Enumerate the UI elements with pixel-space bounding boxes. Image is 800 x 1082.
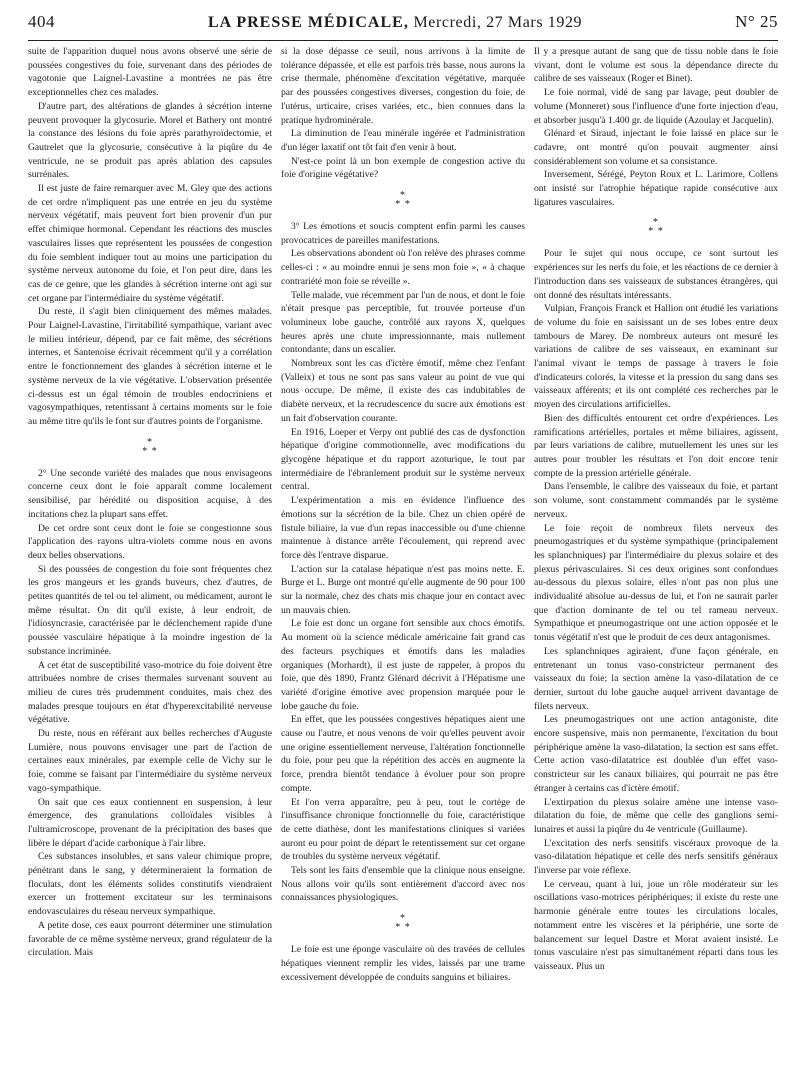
paragraph: L'extirpation du plexus solaire amène une intense vaso-dilatation du foie, de même que celle des ganglions semi-lunaires et aussi la piqûre du 4e ventricule (Guillaume).	[534, 796, 778, 835]
paragraph: D'autre part, des altérations de glandes à sécrétion interne peuvent provoquer la glycosurie. Morel et Bathery ont montré la constance des lésions du foie après parathyroïdectomie, et Gautrelet que la glycosurie, consécutive à la piqûre du 4e ventricule, ne se produit pas après ablation des capsules surrénales.	[28, 100, 272, 181]
paragraph: Et l'on verra apparaître, peu à peu, tout le cortège de l'insuffisance chronique fonctionnelle du foie, caractéristique de cette diathèse, dont les manifestations cliniques si variées auront eu pour point de départ le retentissement sur cet organe de troubles du système nerveux végétatif.	[281, 796, 525, 863]
paragraph: A petite dose, ces eaux pourront déterminer une stimulation favorable de ce même système nerveux, grand régulateur de la circulation. Mais	[28, 919, 272, 959]
paragraph: suite de l'apparition duquel nous avons observé une série de poussées congestives du foie, survenant dans des périodes de vagotonie que Laignel-Lavastine a montrées ne pas être exceptionnelles chez ces malades.	[28, 46, 272, 99]
section-separator-stars: * * *	[142, 436, 158, 457]
paragraph: On sait que ces eaux contiennent en suspension, à leur émergence, des granulations colloïdales visibles à l'ultramicroscope, provenant de la précipitation des bases que libère le départ d'acide carbonique à l'air libre.	[28, 796, 272, 849]
paragraph: Inversement, Sérégé, Peyton Roux et L. Larimore, Collens ont insisté sur l'atrophie hépatique rapide consécutive aux ligatures vasculaires.	[534, 169, 778, 208]
paragraph: Tels sont les faits d'ensemble que la clinique nous enseigne. Nous allons voir qu'ils sont entièrement d'accord avec nos connaissances physiologiques.	[281, 865, 525, 904]
paragraph: Si des poussées de congestion du foie sont fréquentes chez les gros mangeurs et les grands buveurs, chez d'autres, de petites quantités de tel ou tel aliment, ou médicament, auront le même résultat. On dit qu'il existe, à leur endroit, de l'idiosyncrasie, caractérisée par le déclenchement rapide d'une poussée vasculaire hépatique à la moindre ingestion de la substance incriminée.	[28, 563, 272, 657]
paragraph: Bien des difficultés entourent cet ordre d'expériences. Les ramifications artérielles, portales et même biliaires, agissent, par leurs variations de calibre, mutuellement les unes sur les autres pour troubler les résultats et l'on doit encore tenir compte de la pression artérielle générale.	[534, 412, 778, 479]
paragraph: Du reste, il s'agit bien cliniquement des mêmes malades. Pour Laignel-Lavastine, l'irritabilité sympathique, variant avec le milieu intérieur, dépend, par ce fait même, des sécrétions internes, et Santenoise écrivait récemment qu'il y a corrélation entre le fonctionnement des glandes à sécrétion interne et le système nerveux de la vie végétative. L'observation présentée ci-dessus est un égal témoin de troubles endocriniens et vagosympathiques, retentissant à certains moments sur le foie au même titre qu'ils le font sur d'autres points de l'organisme.	[28, 306, 272, 427]
paragraph: Du reste, nous en référant aux belles recherches d'Auguste Lumière, nous pouvons envisager une part de l'action de certaines eaux minérales, par exemple celle de Vichy sur le foie, comme se faisant par l'intermédiaire du système nerveux vago-sympathique.	[28, 728, 272, 794]
issue-number: N° 25	[735, 12, 778, 31]
paragraph: En 1916, Loeper et Verpy ont publié des cas de dysfonction hépatique d'origine commotionnelle, avec modifications du glycogène hépatique et du rapport azoturique, le tout par intermédiaire de l'ébranlement produit sur le système nerveux central.	[281, 426, 525, 493]
issue-date: Mercredi, 27 Mars 1929	[413, 14, 583, 31]
paragraph: Vulpian, François Franck et Hallion ont étudié les variations de volume du foie en saisissant un de ses lobes entre deux tambours de Marey. De nombreux auteurs ont mesuré les variations de calibre de ses vaisseaux, en examinant sur l'animal vivant le temps de passage à travers le foie d'indicateurs colorés, la vitesse et la pression du sang dans ses vaisseaux afférents; et ils ont complété ces recherches par le moyen des circulations artificielles.	[534, 303, 778, 411]
masthead	[28, 0, 778, 38]
paragraph: Pour le sujet qui nous occupe, ce sont surtout les expériences sur les nerfs du foie, et les réactions de ce dernier à l'introduction dans ses vaisseaux de substances étrangères, qui ont donné des résultats intéressants.	[534, 248, 778, 301]
paragraph: Dans l'ensemble, le calibre des vaisseaux du foie, et partant son volume, sont constamment commandés par le système nerveux.	[534, 481, 778, 520]
journal-title: LA PRESSE MÉDICALE,	[208, 14, 409, 31]
section-separator-stars: * * *	[648, 217, 664, 238]
paragraph: La diminution de l'eau minérale ingérée et l'administration d'un léger laxatif ont tôt fait d'en venir à bout.	[281, 128, 525, 153]
header-rule	[28, 40, 778, 41]
column-middle	[281, 45, 525, 1077]
paragraph: Telle malade, vue récemment par l'un de nous, et dont le foie n'était presque pas perceptible, fut trouvée porteuse d'un volumineux lobe gauche, contrôlé aux rayons X, quelques heures après une chute impressionnante, mais nullement contondante, dans un escalier.	[281, 289, 525, 356]
paragraph: L'excitation des nerfs sensitifs viscéraux provoque de la vaso-dilatation hépatique et celle des nerfs sensitifs généraux l'inverse par voie réflexe.	[534, 837, 778, 877]
paragraph: A cet état de susceptibilité vaso-motrice du foie doivent être attribuées nombre de crises thermales survenant souvent au milieu de cures très prudemment conduites, mais chez des malades presque toujours en état d'hyperexcitabilité nerveuse végétative.	[28, 659, 272, 726]
paragraph: 3° Les émotions et soucis comptent enfin parmi les causes provocatrices de pareilles manifestations.	[281, 221, 525, 246]
paragraph: Les observations abondent où l'on relève des phrases comme celles-ci : « au moindre ennui je sens mon foie », « à chaque contrariété mon foie se réveille ».	[281, 248, 525, 287]
paragraph: N'est-ce point là un bon exemple de congestion active du foie d'origine végétative?	[281, 155, 525, 181]
paragraph: Nombreux sont les cas d'ictère émotif, même chez l'enfant (Valleix) et tous ne sont pas sans valeur au point de vue qui nous occupe. De même, il existe des cas indubitables de diabète nerveux, et la recrudescence du sucre aux émotions est un fait d'observation courante.	[281, 358, 525, 424]
paragraph: Le cerveau, quant à lui, joue un rôle modérateur sur les oscillations vaso-motrices périphériques; il existe du reste une harmonie générale entre toutes les circulations locales, notamment entre les viscères et la périphérie, une sorte de balancement sur lequel Dastre et Morat avaient insisté. Le tonus vasculaire n'est pas simultanément réparti dans tous les vaisseaux. Plus un	[534, 878, 778, 972]
paragraph: si la dose dépasse ce seuil, nous arrivons à la limite de tolérance dépassée, et elle est parfois très basse, nous aurons la crise thermale, phénomène d'excitation végétative, marquée par des poussées congestives diverses, congestion du foie, de l'utérus, urticaire, crises variées, etc., bien connues dans la pratique hydrominérale.	[281, 46, 525, 126]
paragraph: Le foie reçoit de nombreux filets nerveux des pneumogastriques et du système sympathique (principalement les splanchniques) par l'intermédiaire du plexus solaire et des plexus périvasculaires. Si ces deux origines sont confondues au-dessous du plexus solaire, elles n'ont pas non plus une individualité absolue au-dessus de lui, et l'on ne saurait parler que d'action dominante de tel ou tel rameau nerveux. Sympathique et pneumogastrique ont une action opposée et le tonus végétatif n'est que le produit de ces deux antagonismes.	[534, 522, 778, 644]
paragraph: Il est juste de faire remarquer avec M. Gley que des actions de cet ordre n'impliquent pas une entrée en jeu du système nerveux végétatif, mais peuvent fort bien provenir d'un pur effet chimique hormonal. Cependant les réactions des muscles vasculaires lisses que représentent les poussées de congestion du foie semblent indiquer tout au moins une participation du système nerveux autonome du foie, et l'on peut dire, dans les cas de ce genre, que les glandes à sécrétion interne ont agi sur cet organe par l'intermédiaire du système végétatif.	[28, 183, 272, 304]
page-number: 404	[28, 12, 55, 31]
paragraph: Le foie normal, vidé de sang par lavage, peut doubler de volume (Monneret) sous l'influence d'une forte injection d'eau, et absorber jusqu'à 1.400 gr. de liquide (Azoulay et Jacquelin).	[534, 87, 778, 126]
text-columns	[28, 45, 778, 1077]
column-right	[534, 45, 778, 1077]
paragraph: Les splanchniques agiraient, d'une façon générale, en entretenant un tonus vaso-constricteur permanent des vaisseaux du foie; la section amène la vaso-dilatation de ce dernier, surtout du lobe gauche auquel arrivent davantage de filets nerveux.	[534, 645, 778, 712]
journal-header	[208, 14, 582, 32]
paragraph: Les pneumogastriques ont une action antagoniste, dite encore suspensive, mais non permanente, l'excitation du bout périphérique amène la vaso-dilatation, la section est sans effet. Cette action vaso-dilatatrice est doublée d'un effet vaso-constricteur sur les canaux biliaires, qui pourrait ne pas être étranger à certains cas d'ictère émotif.	[534, 714, 778, 794]
paragraph: 2° Une seconde variété des malades que nous envisageons concerne ceux dont le foie apparaît comme localement sensibilisé, par hérédité ou disposition acquise, à des incitations chez la plupart sans effet.	[28, 467, 272, 520]
column-left	[28, 45, 272, 1077]
paragraph: L'action sur la catalase hépatique n'est pas moins nette. E. Burge et L. Burge ont montré qu'elle augmente de 90 pour 100 sur la normale, chez des chats mis chaque jour en contact avec un mauvais chien.	[281, 563, 525, 616]
section-separator-stars: * * *	[395, 190, 411, 211]
paragraph: De cet ordre sont ceux dont le foie se congestionne sous l'application des rayons ultra-violets comme nous en avons deux belles observations.	[28, 522, 272, 561]
paragraph: Il y a presque autant de sang que de tissu noble dans le foie vivant, dont le volume est sous la dépendance directe du calibre de ses vaisseaux (Roger et Binet).	[534, 46, 778, 85]
paragraph: Glénard et Siraud, injectant le foie laissé en place sur le cadavre, ont montré qu'on pouvait augmenter ainsi considérablement son volume et sa consistance.	[534, 128, 778, 167]
paragraph: L'expérimentation a mis en évidence l'influence des émotions sur la sécrétion de la bile. Chez un chien opéré de fistule biliaire, la vue d'un repas inaccessible ou d'une chienne maintenue à distance arrête l'écoulement, qui reprend avec force dès l'entrave disparue.	[281, 495, 525, 561]
paragraph: Ces substances insolubles, et sans valeur chimique propre, pénétrant dans le sang, y détermineraient la formation de floculats, dont les éléments solides constitutifs viendraient exercer un frottement excitateur sur les terminaisons endovasculaires du réseau nerveux sympathique.	[28, 851, 272, 918]
paragraph: Le foie est une éponge vasculaire où des travées de cellules hépatiques viennent remplir les vides, laissés par une trame excessivement développée de conduits sanguins et biliaires.	[281, 944, 525, 983]
section-separator-stars: * * *	[395, 913, 411, 934]
paragraph: Le foie est donc un organe fort sensible aux chocs émotifs. Au moment où la science médicale américaine fait grand cas des facteurs psychiques et émotifs dans les maladies organiques (Morhardt), il est juste de rappeler, à propos du foie, que dès 1890, Frantz Glénard décrivit à l'Hépatisme une variété d'origine émotive avec propension marquée pour le lobe gauche du foie.	[281, 618, 525, 712]
paragraph: En effet, que les poussées congestives hépatiques aient une cause ou l'autre, et nous venons de voir qu'elles peuvent avoir une origine essentiellement nerveuse, l'altération fonctionnelle du foie, pour peu que la répétition des accès en augmente la force, prendra bientôt tendance à évoluer pour son propre compte.	[281, 714, 525, 794]
